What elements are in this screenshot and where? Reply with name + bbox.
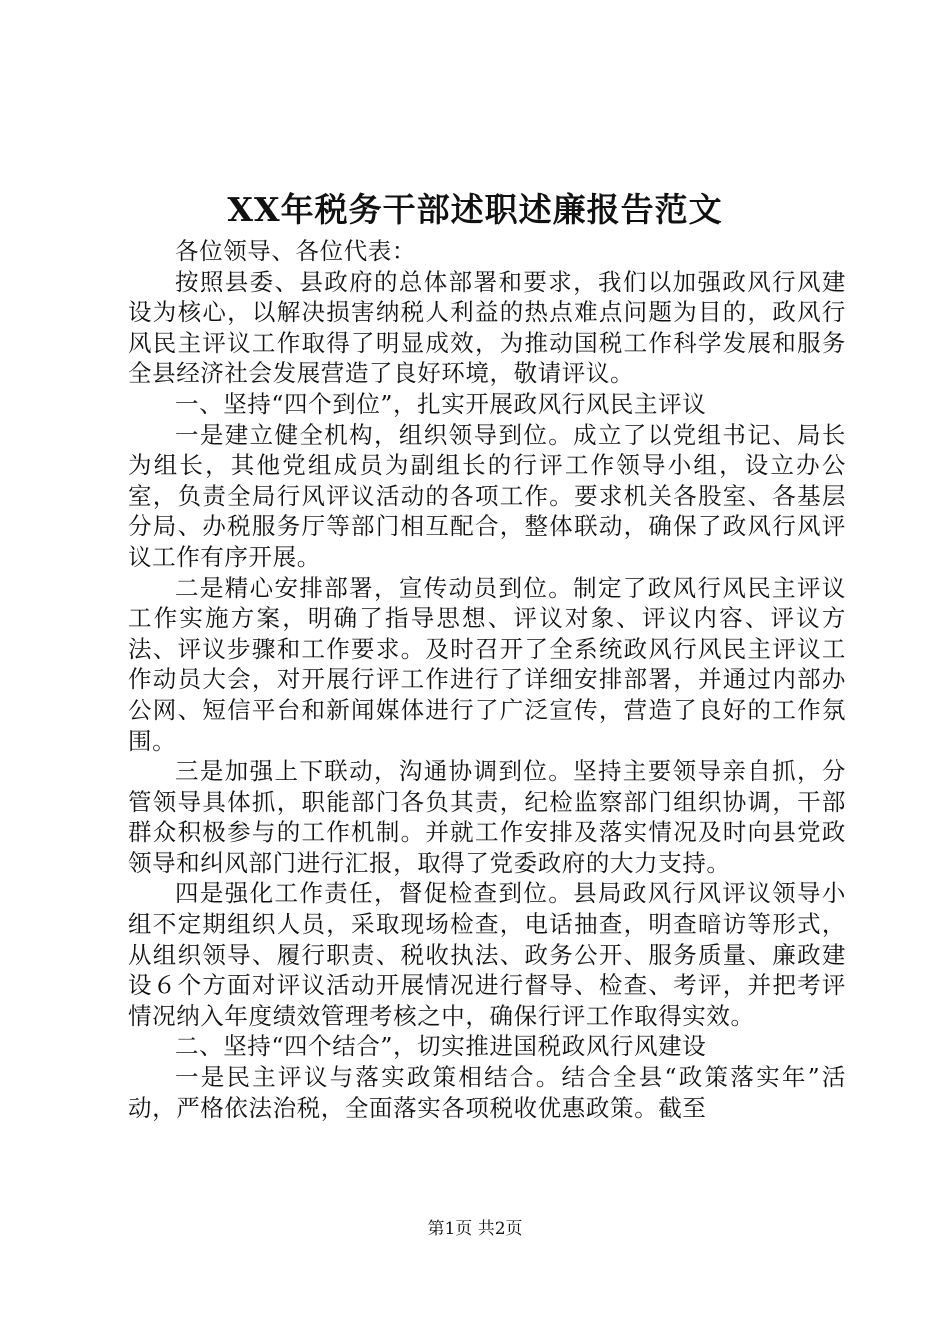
paragraph-1-4: 四是强化工作责任，督促检查到位。县局政风行风评议领导小组不定期组织人员，采取现场检查，电话抽查，明查暗访等形式，从组织领导、履行职责、税收执法、政务公开、服务质量、廉政建设６个方面对评议活动开展情况进行督导、检查、考评，并把考评情况纳入年度绩效管理考核之中，确保行评工作取得实效。 — [128, 879, 846, 1030]
paragraph-2-1: 一是民主评议与落实政策相结合。结合全县“政策落实年”活动，严格依法治税，全面落实各项税收优惠政策。截至 — [128, 1063, 846, 1122]
section-heading-1: 一、坚持“四个到位”，扎实开展政风行风民主评议 — [175, 389, 707, 418]
paragraph-intro: 按照县委、县政府的总体部署和要求，我们以加强政风行风建设为核心，以解决损害纳税人利益的热点难点问题为目的，政风行风民主评议工作取得了明显成效，为推动国税工作科学发展和服务全县经济社会发展营造了良好环境，敬请评议。 — [128, 267, 846, 388]
section-heading-2: 二、坚持“四个结合”，切实推进国税政风行风建设 — [175, 1032, 707, 1061]
paragraph-1-2: 二是精心安排部署，宣传动员到位。制定了政风行风民主评议工作实施方案，明确了指导思想、评议对象、评议内容、评议方法、评议步骤和工作要求。及时召开了全系统政风行风民主评议工作动员大会，对开展行评工作进行了详细安排部署，并通过内部办公网、短信平台和新闻媒体进行了广泛宣传，营造了良好的工作氛围。 — [128, 573, 846, 755]
document-body — [128, 236, 846, 1123]
page-footer: 第1页 共2页 — [427, 1219, 523, 1239]
paragraph-1-3: 三是加强上下联动，沟通协调到位。坚持主要领导亲自抓，分管领导具体抓，职能部门各负其责，纪检监察部门组织协调，干部群众积极参与的工作机制。并就工作安排及落实情况及时向县党政领导和纠风部门进行汇报，取得了党委政府的大力支持。 — [128, 757, 846, 877]
salutation: 各位领导、各位代表： — [175, 237, 416, 265]
paragraph-1-1: 一是建立健全机构，组织领导到位。成立了以党组书记、局长为组长，其他党组成员为副组长的行评工作领导小组，设立办公室，负责全局行风评议活动的各项工作。要求机关各股室、各基层分局、办税服务厅等部门相互配合，整体联动，确保了政风行风评议工作有序开展。 — [128, 420, 846, 571]
document-title: XX年税务干部述职述廉报告范文 — [227, 190, 723, 229]
